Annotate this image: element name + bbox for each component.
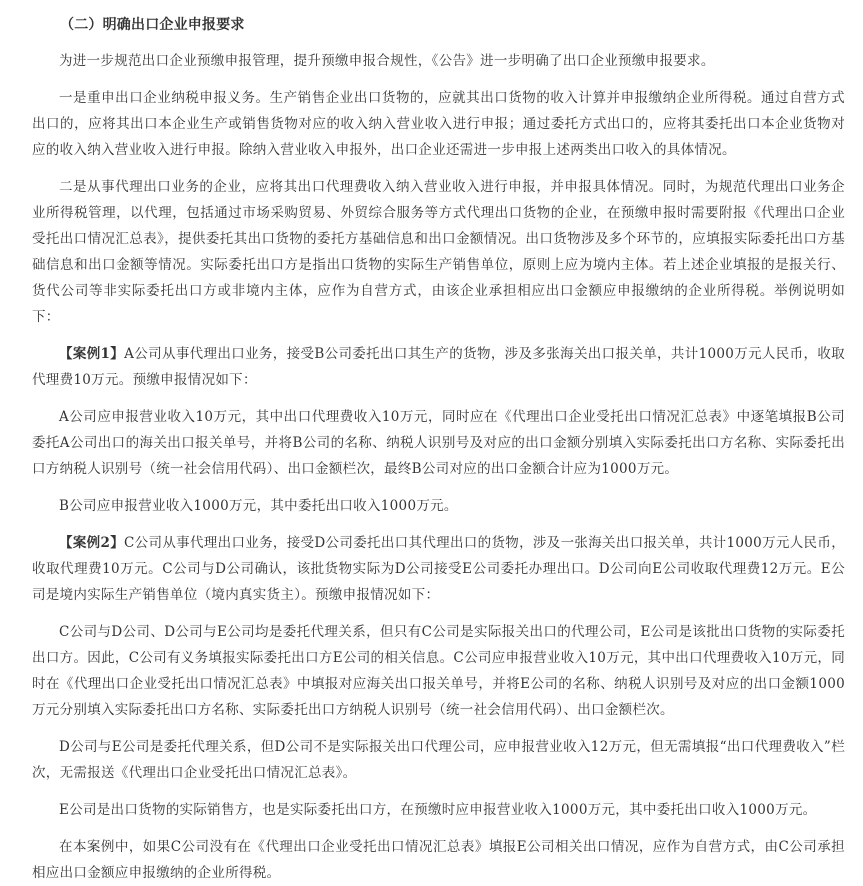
paragraph-intro: 为进一步规范出口企业预缴申报管理，提升预缴申报合规性，《公告》进一步明确了出口企业预缴申报要求。 [59,53,715,69]
section-heading: （二）明确出口企业申报要求 [60,17,245,33]
paragraph-case-2-company-e: E公司是出口货物的实际销售方，也是实际委托出口方，在预缴时应申报营业收入1000万元，其中委托出口收入1000万元。 [59,802,817,818]
case-1-body: A公司从事代理出口业务，接受B公司委托出口其生产的货物，涉及多张海关出口报关单，共计1000万元人民币，收取代理费10万元。预缴申报情况如下： [32,346,845,388]
case-2-body: C公司从事代理出口业务，接受D公司委托出口其代理出口的货物，涉及一张海关出口报关单，共计1000万元人民币，收取代理费10万元。C公司与D公司确认，该批货物实际为D公司接受E公司委托办理出口。D公司向E公司收取代理费12万元。E公司是境内实际生产销售单位（境内真实货主）。预缴申报情况如下： [32,535,845,603]
paragraph-case-2-note: 在本案例中，如果C公司没有在《代理出口企业受托出口情况汇总表》填报E公司相关出口情况，应作为自营方式，由C公司承担相应出口金额应申报缴纳的企业所得税。 [32,839,845,881]
case-2-tag: 【案例2】 [59,535,125,551]
paragraph-point-two: 二是从事代理出口业务的企业，应将其出口代理费收入纳入营业收入进行申报，并申报具体情况。同时，为规范代理出口业务企业所得税管理，以代理，包括通过市场采购贸易、外贸综合服务等方式代理出口货物的企业，在预缴申报时需要附报《代理出口企业受托出口情况汇总表》，提供委托其出口货物的委托方基础信息和出口金额情况。出口货物涉及多个环节的，应填报实际委托出口方基础信息和出口金额等情况。实际委托出口方是指出口货物的实际生产销售单位，原则上应为境内主体。若上述企业填报的是报关行、货代公司等非实际委托出口方或非境内主体，应作为自营方式，由该企业承担相应出口金额应申报缴纳的企业所得税。举例说明如下： [32,179,845,325]
paragraph-case-2-company-d: D公司与E公司是委托代理关系，但D公司不是实际报关出口代理公司，应申报营业收入12万元，但无需填报“出口代理费收入”栏次，无需报送《代理出口企业受托出口情况汇总表》。 [32,739,845,781]
paragraph-case-1-company-b: B公司应申报营业收入1000万元，其中委托出口收入1000万元。 [59,498,458,514]
paragraph-point-one: 一是重申出口企业纳税申报义务。生产销售企业出口货物的，应就其出口货物的收入计算并申报缴纳企业所得税。通过自营方式出口的，应将其出口本企业生产或销售货物对应的收入纳入营业收入进行申报；通过委托方式出口的，应将其委托出口本企业货物对应的收入纳入营业收入进行申报。除纳入营业收入申报外，出口企业还需进一步申报上述两类出口收入的具体情况。 [32,90,845,158]
case-1-tag: 【案例1】 [59,346,125,362]
paragraph-case-2 [32,530,845,608]
paragraph-case-1-company-a: A公司应申报营业收入10万元，其中出口代理费收入10万元，同时应在《代理出口企业受托出口情况汇总表》中逐笔填报B公司委托A公司出口的海关出口报关单号，并将B公司的名称、纳税人识别号及对应的出口金额分别填入实际委托出口方名称、实际委托出口方纳税人识别号（统一社会信用代码）、出口金额栏次，最终B公司对应的出口金额合计应为1000万元。 [32,409,845,477]
paragraph-case-1 [32,341,845,393]
paragraph-case-2-company-c: C公司与D公司、D公司与E公司均是委托代理关系，但只有C公司是实际报关出口的代理公司，E公司是该批出口货物的实际委托出口方。因此，C公司有义务填报实际委托出口方E公司的相关信息。C公司应申报营业收入10万元，其中出口代理费收入10万元，同时在《代理出口企业受托出口情况汇总表》中填报对应海关出口报关单号，并将E公司的名称、纳税人识别号及对应的出口金额1000万元分别填入实际委托出口方名称、实际委托出口方纳税人识别号（统一社会信用代码）、出口金额栏次。 [32,624,845,718]
